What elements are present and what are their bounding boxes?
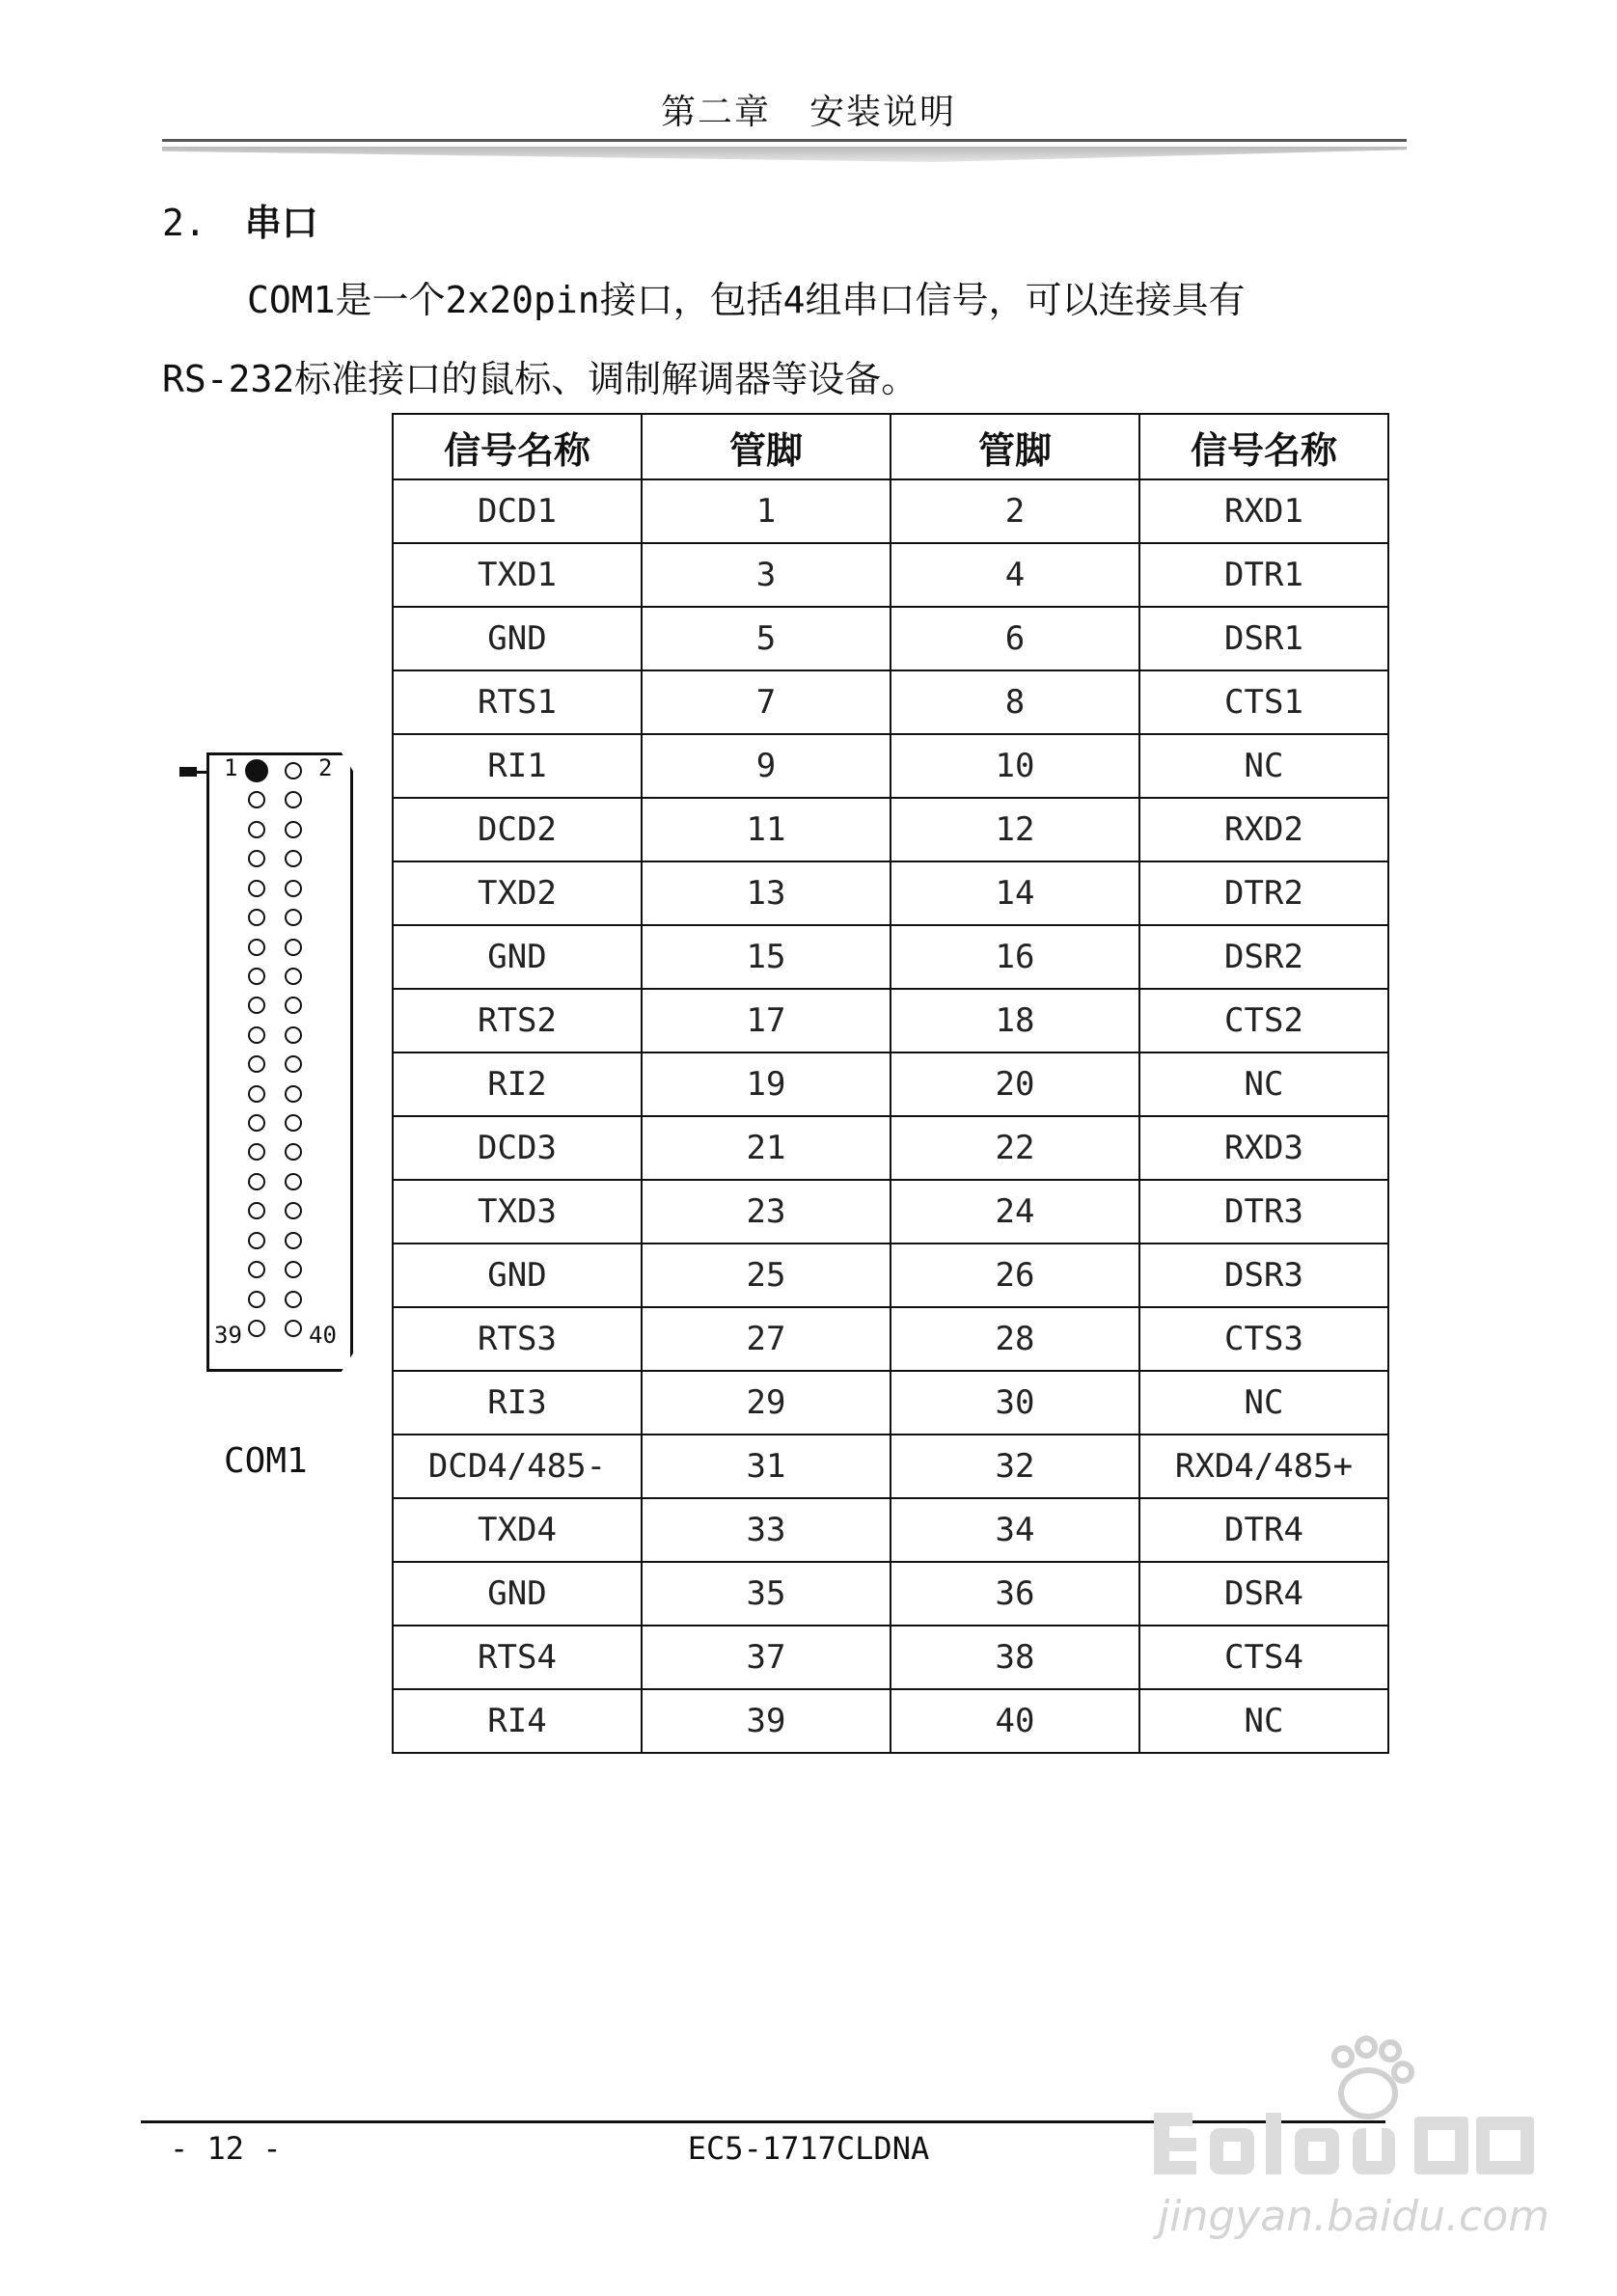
cell-signal-right: DTR3 [1139,1180,1388,1244]
connector-pin [285,1291,302,1308]
cell-signal-right: NC [1139,1371,1388,1435]
cell-pin-right: 26 [891,1244,1139,1307]
cell-pin-left: 3 [642,543,891,607]
cell-signal-left: TXD3 [393,1180,642,1244]
cell-pin-right: 8 [891,670,1139,734]
pin-2-label: 2 [318,754,333,781]
connector-pin [248,821,265,838]
paragraph-line-2: RS-232标准接口的鼠标、调制解调器等设备。 [162,358,918,400]
header-chapter: 第二章 [660,93,771,132]
cell-signal-left: DCD2 [393,798,642,861]
connector-pin [248,880,265,897]
cell-pin-right: 20 [891,1052,1139,1116]
cell-pin-left: 39 [642,1689,891,1753]
cell-signal-right: DSR2 [1139,925,1388,989]
table-row [393,1116,1388,1180]
section-title: 串口 [244,202,318,244]
cell-pin-left: 11 [642,798,891,861]
cell-pin-right: 32 [891,1435,1139,1498]
cell-signal-right: DSR3 [1139,1244,1388,1307]
cell-signal-right: DTR1 [1139,543,1388,607]
pin-40-label: 40 [309,1322,337,1349]
cell-signal-left: DCD1 [393,479,642,543]
cell-pin-left: 29 [642,1371,891,1435]
table-row [393,479,1388,543]
cell-signal-left: RI3 [393,1371,642,1435]
header-pin-right: 管脚 [891,414,1139,479]
table-row [393,861,1388,925]
connector-pin [285,1114,302,1132]
watermark-url: jingyan.baidu.com [1158,2192,1550,2241]
cell-signal-left: TXD1 [393,543,642,607]
cell-signal-left: RI2 [393,1052,642,1116]
cell-signal-left: RI4 [393,1689,642,1753]
cell-signal-left: GND [393,1244,642,1307]
connector-key-tab [179,767,197,777]
cell-signal-right: CTS2 [1139,989,1388,1052]
cell-pin-left: 19 [642,1052,891,1116]
cell-pin-left: 23 [642,1180,891,1244]
connector-pin [285,939,302,956]
cell-signal-left: GND [393,607,642,670]
cell-pin-left: 33 [642,1498,891,1562]
cell-signal-left: DCD3 [393,1116,642,1180]
connector-pin [248,939,265,956]
connector-pin [285,821,302,838]
cell-signal-right: NC [1139,1052,1388,1116]
pin-assignment-table [392,413,1389,1754]
cell-pin-right: 6 [891,607,1139,670]
page-header [0,85,1617,134]
cell-pin-right: 4 [891,543,1139,607]
header-signal-name-left: 信号名称 [393,414,642,479]
section-heading [162,193,318,246]
header-rule [162,139,1407,142]
cell-signal-left: RI1 [393,734,642,798]
pin-1-label: 1 [224,754,238,781]
cell-pin-right: 40 [891,1689,1139,1753]
cell-pin-right: 2 [891,479,1139,543]
connector-caption: COM1 [224,1441,308,1481]
cell-pin-right: 14 [891,861,1139,925]
cell-pin-right: 24 [891,1180,1139,1244]
cell-signal-left: GND [393,925,642,989]
connector-pin [285,968,302,985]
header-title: 安装说明 [809,93,957,132]
header-pin-left: 管脚 [642,414,891,479]
table-row [393,1052,1388,1116]
table-row [393,1371,1388,1435]
page-number: - 12 - [170,2130,282,2167]
cell-pin-left: 37 [642,1626,891,1689]
connector-outline [206,752,353,1372]
cell-pin-right: 28 [891,1307,1139,1371]
table-row [393,798,1388,861]
connector-pin [285,880,302,897]
footer-model: EC5-1717CLDNA [687,2130,930,2167]
header-signal-name-right: 信号名称 [1139,414,1388,479]
table-row [393,1498,1388,1562]
connector-pin [248,1085,265,1103]
cell-pin-left: 7 [642,670,891,734]
cell-pin-left: 13 [642,861,891,925]
cell-pin-right: 30 [891,1371,1139,1435]
table-row [393,1689,1388,1753]
cell-signal-left: RTS2 [393,989,642,1052]
cell-pin-left: 17 [642,989,891,1052]
cell-pin-left: 21 [642,1116,891,1180]
cell-pin-right: 10 [891,734,1139,798]
table-row [393,1244,1388,1307]
cell-pin-right: 36 [891,1562,1139,1626]
connector-pin [285,762,302,779]
cell-signal-left: TXD2 [393,861,642,925]
header-shadow-rule [162,147,1407,162]
connector-pin [285,1232,302,1249]
table-row [393,607,1388,670]
cell-signal-right: CTS3 [1139,1307,1388,1371]
pin-1-marker [245,759,268,782]
cell-signal-left: GND [393,1562,642,1626]
cell-pin-right: 18 [891,989,1139,1052]
paragraph-line-1: COM1是一个2x20pin接口，包括4组串口信号，可以连接具有 [247,279,1246,321]
connector-pin [285,1085,302,1103]
cell-pin-left: 27 [642,1307,891,1371]
cell-signal-right: DTR2 [1139,861,1388,925]
cell-signal-right: RXD1 [1139,479,1388,543]
table-row [393,543,1388,607]
connector-pin [248,1291,265,1308]
connector-pin [248,1026,265,1044]
connector-pin [285,909,302,926]
connector-pin [248,909,265,926]
baidu-watermark-logo [1154,2036,1540,2190]
table-row [393,1562,1388,1626]
table-row [393,1307,1388,1371]
cell-pin-left: 5 [642,607,891,670]
connector-pin [285,1026,302,1044]
connector-pin [248,1320,265,1337]
pin-39-label: 39 [214,1322,242,1349]
cell-signal-right: RXD3 [1139,1116,1388,1180]
cell-pin-right: 16 [891,925,1139,989]
cell-signal-left: RTS3 [393,1307,642,1371]
cell-pin-left: 1 [642,479,891,543]
cell-signal-right: DTR4 [1139,1498,1388,1562]
cell-pin-left: 15 [642,925,891,989]
cell-pin-left: 25 [642,1244,891,1307]
cell-signal-right: DSR4 [1139,1562,1388,1626]
cell-pin-left: 9 [642,734,891,798]
connector-pin [285,1320,302,1337]
cell-pin-left: 31 [642,1435,891,1498]
connector-pin [248,968,265,985]
cell-signal-right: CTS4 [1139,1626,1388,1689]
cell-signal-right: RXD4/485+ [1139,1435,1388,1498]
cell-pin-right: 12 [891,798,1139,861]
table-row [393,734,1388,798]
cell-pin-right: 38 [891,1626,1139,1689]
cell-pin-left: 35 [642,1562,891,1626]
cell-signal-right: NC [1139,734,1388,798]
cell-signal-left: TXD4 [393,1498,642,1562]
cell-pin-right: 34 [891,1498,1139,1562]
cell-pin-right: 22 [891,1116,1139,1180]
section-number: 2. [162,202,206,244]
connector-pin [248,1173,265,1190]
cell-signal-right: RXD2 [1139,798,1388,861]
connector-pin [248,1114,265,1132]
cell-signal-right: DSR1 [1139,607,1388,670]
cell-signal-left: DCD4/485- [393,1435,642,1498]
table-row [393,1180,1388,1244]
cell-signal-right: NC [1139,1689,1388,1753]
table-row [393,670,1388,734]
connector-pin [248,1232,265,1249]
table-row [393,1435,1388,1498]
table-row [393,989,1388,1052]
cell-signal-right: CTS1 [1139,670,1388,734]
table-row [393,1626,1388,1689]
table-row [393,925,1388,989]
table-header-row [393,414,1388,479]
connector-pin [285,1173,302,1190]
cell-signal-left: RTS1 [393,670,642,734]
cell-signal-left: RTS4 [393,1626,642,1689]
